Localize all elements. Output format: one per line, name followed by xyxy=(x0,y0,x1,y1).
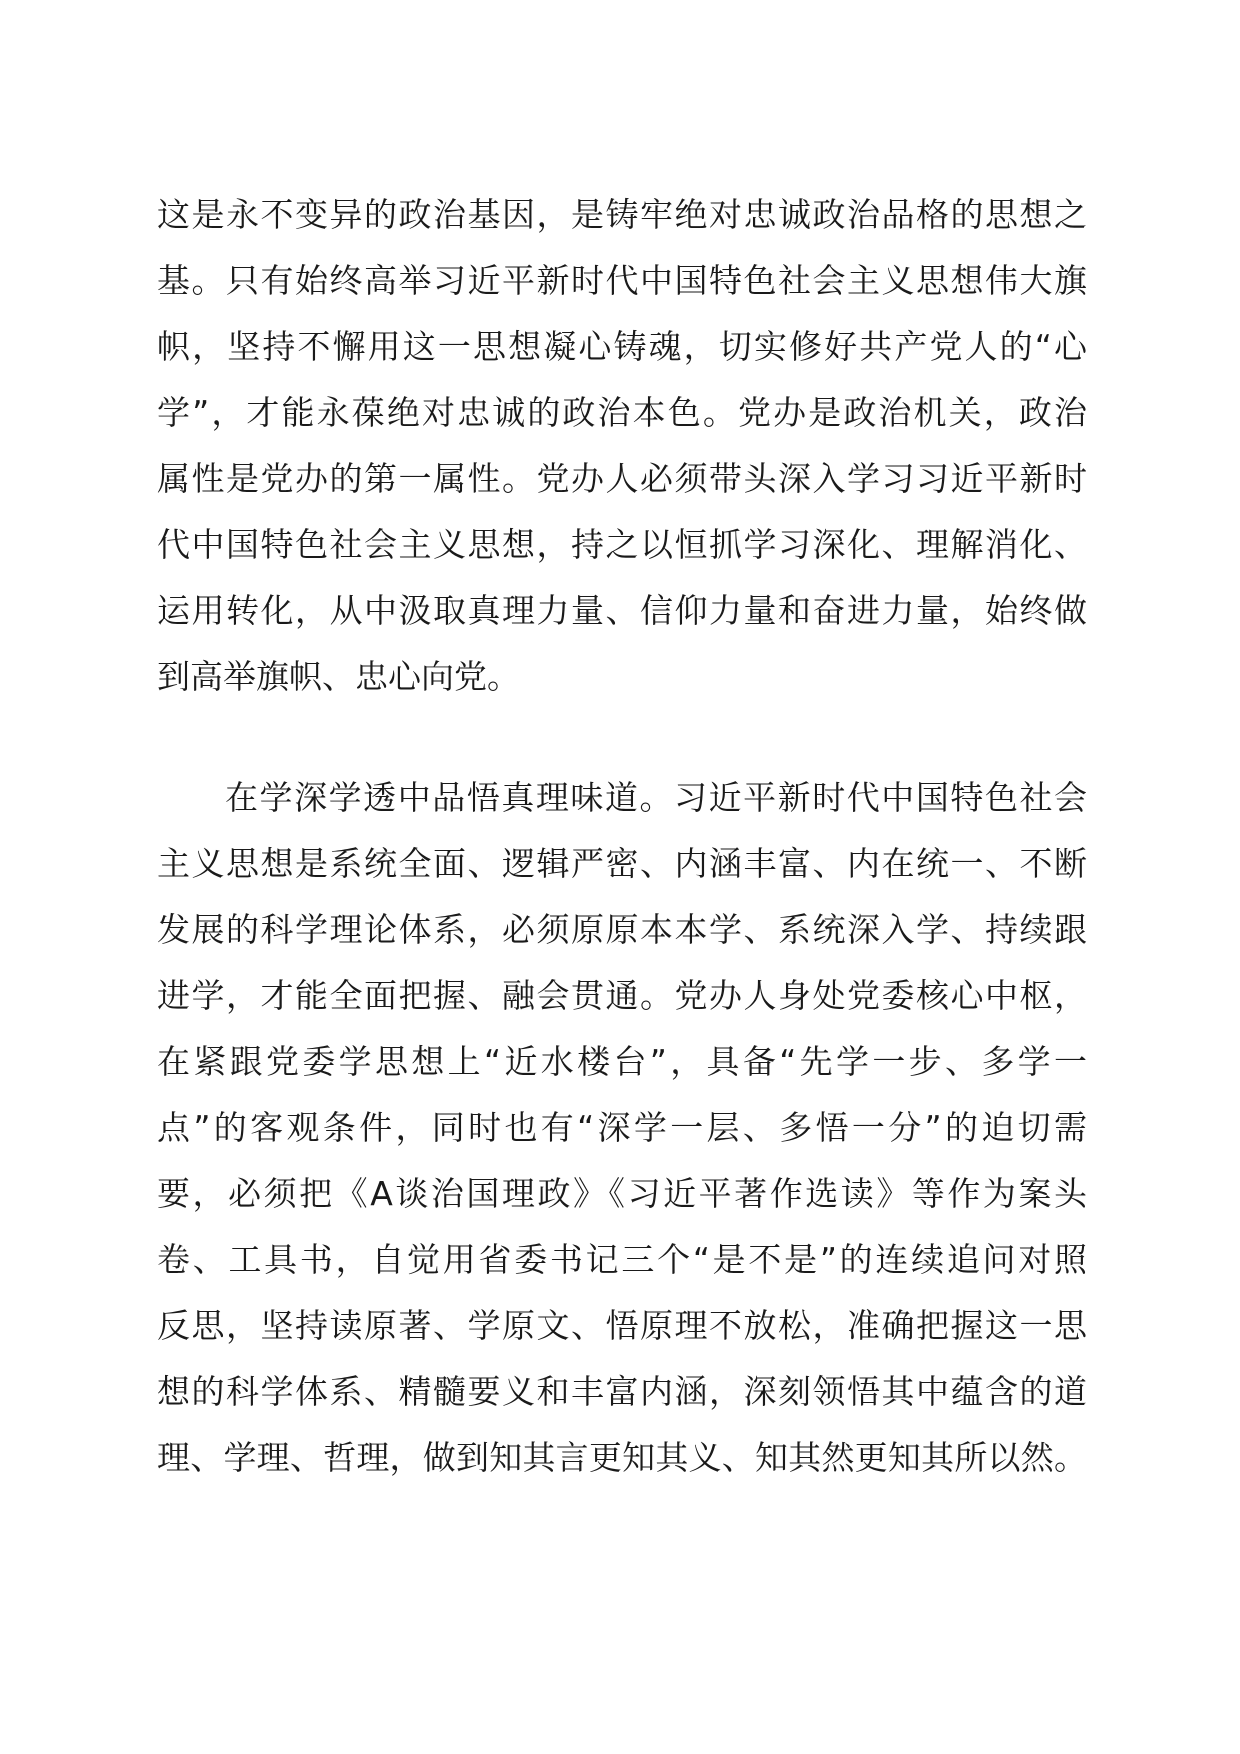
paragraph-line: 主义思想是系统全面、逻辑严密、内涵丰富、内在统一、不断 xyxy=(157,844,1087,883)
paragraph-line: 基。只有始终高举习近平新时代中国特色社会主义思想伟大旗 xyxy=(157,261,1087,300)
paragraph-line: 这是永不变异的政治基因，是铸牢绝对忠诚政治品格的思想之 xyxy=(157,195,1087,234)
paragraph-line: 点”的客观条件，同时也有“深学一层、多悟一分”的迫切需 xyxy=(157,1108,1087,1147)
paragraph-line: 理、学理、哲理，做到知其言更知其义、知其然更知其所以然。 xyxy=(157,1438,1087,1477)
paragraph-line: 到高举旗帜、忠心向党。 xyxy=(157,657,520,696)
paragraph-line: 帜，坚持不懈用这一思想凝心铸魂，切实修好共产党人的“心 xyxy=(157,327,1087,366)
paragraph-line: 要，必须把《A谈治国理政》《习近平著作选读》等作为案头 xyxy=(157,1174,1087,1213)
paragraph-line: 代中国特色社会主义思想，持之以恒抓学习深化、理解消化、 xyxy=(157,525,1087,564)
paragraph-2 xyxy=(157,765,1087,1491)
paragraph-line: 发展的科学理论体系，必须原原本本学、系统深入学、持续跟 xyxy=(157,910,1087,949)
paragraph-line: 反思，坚持读原著、学原文、悟原理不放松，准确把握这一思 xyxy=(157,1306,1087,1345)
paragraph-line: 学”，才能永葆绝对忠诚的政治本色。党办是政治机关，政治 xyxy=(157,393,1087,432)
paragraph-line: 在学深学透中品悟真理味道。习近平新时代中国特色社会 xyxy=(225,778,1087,817)
paragraph-line: 卷、工具书，自觉用省委书记三个“是不是”的连续追问对照 xyxy=(157,1240,1087,1279)
paragraph-line: 运用转化，从中汲取真理力量、信仰力量和奋进力量，始终做 xyxy=(157,591,1087,630)
paragraph-line: 想的科学体系、精髓要义和丰富内涵，深刻领悟其中蕴含的道 xyxy=(157,1372,1087,1411)
paragraph-line: 属性是党办的第一属性。党办人必须带头深入学习习近平新时 xyxy=(157,459,1087,498)
paragraph-1 xyxy=(157,182,1087,710)
paragraph-line: 进学，才能全面把握、融会贯通。党办人身处党委核心中枢， xyxy=(157,976,1087,1015)
paragraph-line: 在紧跟党委学思想上“近水楼台”，具备“先学一步、多学一 xyxy=(157,1042,1087,1081)
